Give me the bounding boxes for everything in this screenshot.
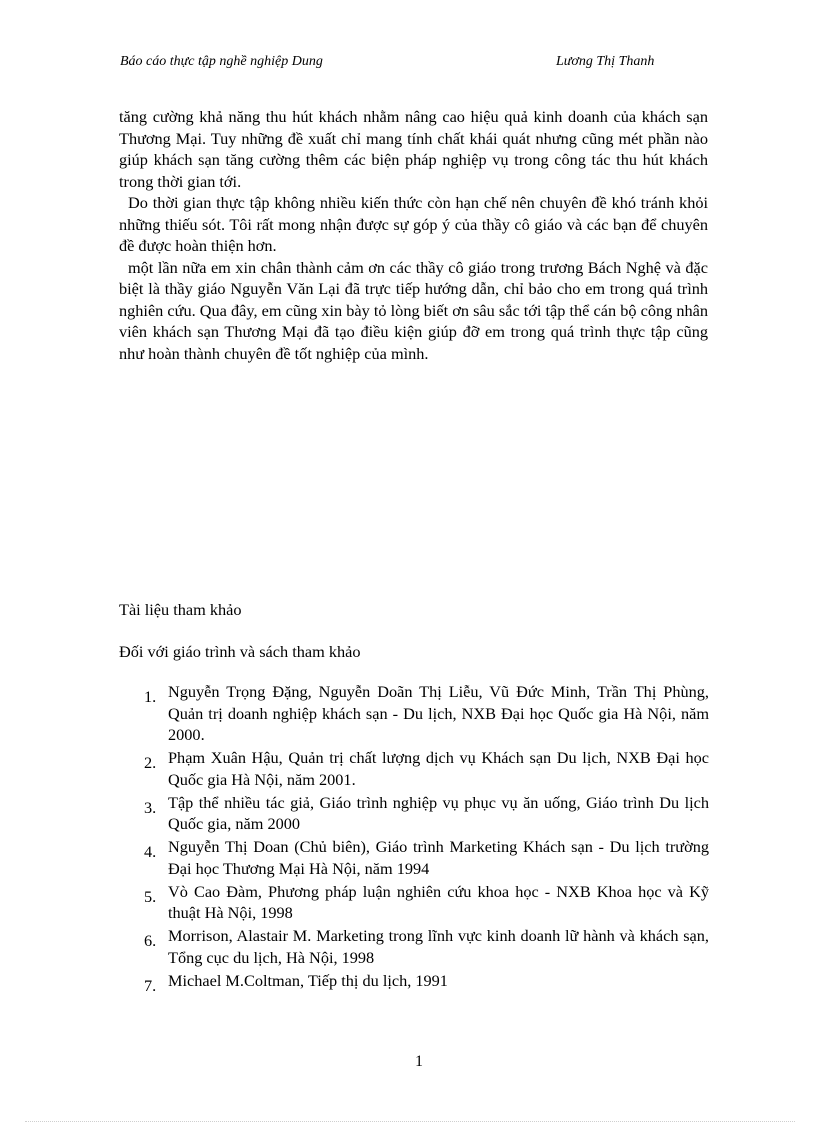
reference-item: [119, 836, 709, 879]
reference-number: 6.: [144, 931, 157, 950]
paragraph: Do thời gian thực tập không nhiều kiến thức còn hạn chế nên chuyên đề khó tránh khỏi những thiếu sót. Tôi rất mong nhận được sự góp ý của thầy cô giáo và các bạn để chuyên đề được hoàn thiện hơn.: [119, 193, 708, 255]
paragraph: tăng cường khả năng thu hút khách nhằm nâng cao hiệu quả kinh doanh của khách sạn Thương Mại. Tuy những đề xuất chỉ mang tính chất khái quát nhưng cũng mét phần nào giúp khách sạn tăng cường thêm các biện pháp nghiệp vụ trong công tác thu hút khách trong thời gian tới.: [119, 107, 708, 191]
reference-item: [119, 681, 709, 746]
reference-item: [119, 925, 709, 968]
header-author: Lương Thị Thanh: [556, 54, 655, 69]
reference-number: 2.: [144, 753, 157, 772]
reference-text: Tập thể nhiều tác giả, Giáo trình nghiệp vụ phục vụ ăn uống, Giáo trình Du lịch Quốc gia, năm 2000: [168, 792, 709, 833]
reference-text: Nguyễn Trọng Đặng, Nguyễn Doãn Thị Liễu, Vũ Đức Minh, Trần Thị Phùng, Quản trị doanh nghiệp khách sạn - Du lịch, NXB Đại học Quốc gia Hà Nội, năm 2000.: [168, 682, 709, 744]
reference-list: [119, 681, 709, 993]
reference-text: Michael M.Coltman, Tiếp thị du lịch, 1991: [168, 970, 448, 990]
reference-item: [119, 970, 709, 995]
body-text: [119, 106, 708, 364]
page-number: 1: [415, 1053, 423, 1070]
references-title: Tài liệu tham khảo: [119, 600, 242, 619]
references-subtitle: Đối với giáo trình và sách tham khảo: [119, 642, 361, 661]
reference-number: 3.: [144, 797, 157, 817]
reference-number: 5.: [144, 886, 157, 906]
reference-item: [119, 747, 709, 790]
reference-text: Phạm Xuân Hậu, Quản trị chất lượng dịch vụ Khách sạn Du lịch, NXB Đại học Quốc gia Hà Nội, năm 2001.: [168, 748, 709, 789]
header-report-title: Báo cáo thực tập nghề nghiệp Dung: [120, 54, 323, 69]
reference-item: [119, 881, 709, 924]
reference-text: Morrison, Alastair M. Marketing trong lĩnh vực kinh doanh lữ hành và khách sạn, Tổng cục du lịch, Hà Nội, 1998: [168, 926, 709, 967]
reference-item: [119, 792, 709, 835]
reference-text: Nguyễn Thị Doan (Chủ biên), Giáo trình Marketing Khách sạn - Du lịch trường Đại học Thương Mại Hà Nội, năm 1994: [168, 837, 709, 878]
reference-number: 4.: [144, 842, 157, 861]
page-bottom-divider: [25, 1121, 795, 1122]
paragraph: một lần nữa em xin chân thành cảm ơn các thầy cô giáo trong trương Bách Nghệ và đặc biệt là thầy giáo Nguyễn Văn Lại đã trực tiếp hướng dẫn, chỉ bảo cho em trong quá trình nghiên cứu. Qua đây, em cũng xin bày tỏ lòng biết ơn sâu sắc tới tập thể cán bộ công nhân viên khách sạn Thương Mại đã tạo điều kiện giúp đỡ em trong quá trình thực tập cũng như hoàn thành chuyên đề tốt nghiệp của mình.: [119, 257, 708, 363]
reference-text: Vò Cao Đàm, Phương pháp luận nghiên cứu khoa học - NXB Khoa học và Kỹ thuật Hà Nội, 1998: [168, 881, 709, 922]
reference-number: 1.: [144, 687, 157, 706]
page-header: [120, 52, 680, 96]
reference-number: 7.: [144, 975, 157, 995]
